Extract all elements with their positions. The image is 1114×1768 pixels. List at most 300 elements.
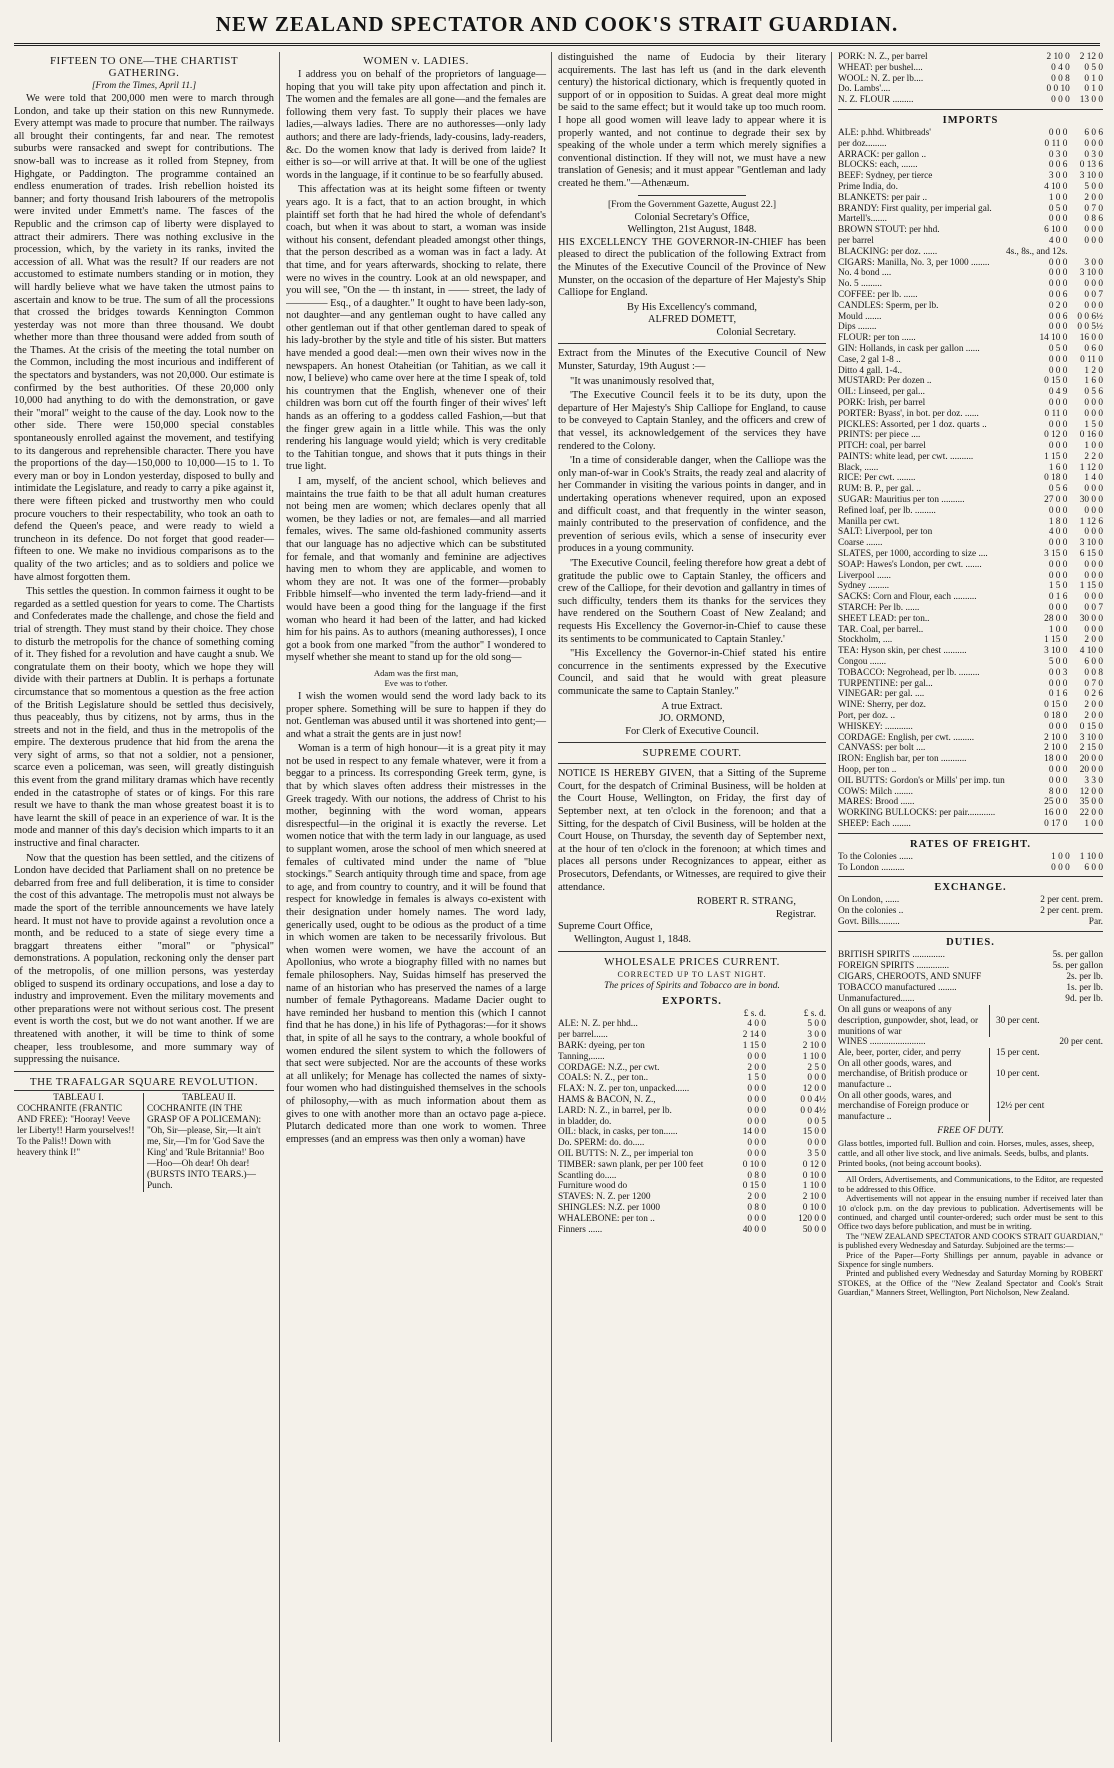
paragraph: 'The Executive Council, feeling therefore how great a debt of gratitude the public owe to Captain Stanley, the officers and crew of the Calliope, for their devotion and gallantry in times of such difficulty, tenders them its thanks for the services they have rendered on the Southern Coast of New Zealand; and requests His Excellency the Governor-in-Chief to cause these its sentiments to be communicated to Captain Stanley.' <box>558 557 826 645</box>
price-low: 0 0 0 <box>1048 419 1068 430</box>
divider <box>558 951 826 952</box>
price-high: 5 0 0 <box>807 1019 826 1030</box>
duty-row <box>838 950 1103 961</box>
gazette-source: [From the Government Gazette, August 22.] <box>607 199 777 210</box>
price-high: 0 0 0 <box>1084 397 1103 408</box>
price-high: 0 0 6½ <box>1077 311 1103 322</box>
tableaux <box>14 1090 274 1192</box>
price-low: 0 4 9 <box>1048 387 1068 398</box>
price-low: 0 10 0 <box>742 1159 766 1170</box>
price-item: WOOL: N. Z. per lb.... <box>838 73 924 84</box>
price-low: 0 0 0 <box>1048 322 1068 333</box>
duty-row-value: 2s. per lb. <box>1066 972 1103 983</box>
price-low: 0 0 6 <box>1048 289 1068 300</box>
import-row <box>838 495 1103 506</box>
price-item: To London .......... <box>838 862 905 873</box>
export-row <box>558 1138 826 1149</box>
import-row <box>838 625 1103 636</box>
price-high: 0 2 6 <box>1084 689 1103 700</box>
price-high: 30 0 0 <box>1079 495 1103 506</box>
price-low: 1 15 0 <box>1044 635 1068 646</box>
price-high: 2 12 0 <box>1079 52 1103 62</box>
price-high: 0 0 0 <box>1084 570 1103 581</box>
price-low: 0 2 0 <box>1048 300 1068 311</box>
price-high: 0 0 8 <box>1084 667 1103 678</box>
import-row <box>838 344 1103 355</box>
import-row <box>838 387 1103 398</box>
price-high: 1 0 0 <box>1084 441 1103 452</box>
verse <box>286 668 546 688</box>
freight-row <box>838 852 1103 863</box>
price-item: SOAP: Hawes's London, per cwt. ....... <box>838 559 982 570</box>
price-low: 28 0 0 <box>1044 613 1068 624</box>
duty-row-label: CIGARS, CHEROOTS, AND SNUFF <box>838 972 982 983</box>
price-low: 0 0 0 <box>1048 257 1068 268</box>
price-item: Black, ...... <box>838 462 879 473</box>
price-low: 1 15 0 <box>742 1040 766 1051</box>
import-row <box>838 722 1103 733</box>
price-high: 2 15 0 <box>1079 743 1103 754</box>
prices-subtitle: CORRECTED UP TO LAST NIGHT. <box>617 969 767 979</box>
import-row <box>838 333 1103 344</box>
price-high: 0 0 0 <box>807 1138 826 1149</box>
export-row <box>558 1214 826 1225</box>
price-high: 6 15 0 <box>1079 549 1103 560</box>
price-item: Liverpool ...... <box>838 570 891 581</box>
import-row <box>838 538 1103 549</box>
freight-row <box>838 863 1103 874</box>
price-low: 4 0 0 <box>747 1019 766 1030</box>
price-item: TURPENTINE: per gal... <box>838 678 933 689</box>
price-item: TOBACCO: Negrohead, per lb. ......... <box>838 667 980 678</box>
price-item: MARES: Brood ...... <box>838 797 915 808</box>
duty-row-value: 5s. per gallon <box>1052 950 1103 961</box>
price-item: IRON: English bar, per ton ........... <box>838 754 967 765</box>
price-item: Dips ........ <box>838 322 877 333</box>
tableau-2-text: COCHRANITE (IN THE GRASP OF A POLICEMAN): "Oh, Sir—please, Sir,—It ain't me, Sir,—I'm for 'God Save the King' and 'Rule Britannia!' Boo—Hoo—Oh dear! Oh dear! (BURSTS INTO TEARS.)—Punch. <box>147 1103 265 1191</box>
price-high: 3 3 0 <box>1084 775 1103 786</box>
import-row <box>838 268 1103 279</box>
price-high: 20 0 0 <box>1079 765 1103 775</box>
exchange-row <box>838 906 1103 917</box>
price-high: 0 0 7 <box>1084 603 1103 614</box>
export-row <box>838 52 1103 63</box>
duty-row <box>838 983 1103 994</box>
price-low: 4 0 0 <box>1048 235 1068 246</box>
duty-row-value: 5s. per gallon <box>1052 961 1103 972</box>
price-high: 1 10 0 <box>1079 851 1103 862</box>
export-row <box>558 1117 826 1128</box>
price-high: 3 10 0 <box>1079 732 1103 743</box>
signer-title: Colonial Secretary. <box>716 326 796 338</box>
price-high: 0 15 0 <box>1079 721 1103 732</box>
notice-paragraph: Price of the Paper—Forty Shillings per annum, payable in advance or Sixpence for single numbers. <box>838 1250 1103 1269</box>
price-low: 0 0 3 <box>1048 667 1068 678</box>
exports-head: EXPORTS. <box>662 995 722 1007</box>
export-row <box>558 1095 826 1106</box>
price-low: 0 0 0 <box>1051 862 1070 873</box>
article-body-women <box>286 69 546 1146</box>
export-row <box>558 1084 826 1095</box>
duty-row-value: 1s. per lb. <box>1066 983 1103 994</box>
price-low: 0 0 0 <box>1048 765 1068 775</box>
import-row <box>838 279 1103 290</box>
import-row <box>838 614 1103 625</box>
price-high: 0 0 5½ <box>1077 322 1103 333</box>
price-low: 2 10 0 <box>1046 52 1070 62</box>
duty-bracket-label: On all other goods, wares, and merchandise, of British produce or manufacture .. <box>838 1059 990 1091</box>
tableau-1 <box>14 1093 144 1192</box>
notice-paragraph: The "NEW ZEALAND SPECTATOR AND COOK'S STRAIT GUARDIAN," is published every Wednesday and Saturday. Subjoined are the terms:— <box>838 1231 1103 1251</box>
price-item: Sydney ......... <box>838 581 890 592</box>
duty-bracket <box>838 1005 1103 1037</box>
price-high: 0 0 4½ <box>800 1105 826 1116</box>
price-high: 2 0 0 <box>1084 700 1103 711</box>
export-row <box>558 1106 826 1117</box>
price-item: WHALEBONE: per ton .. <box>558 1213 655 1224</box>
import-row <box>838 560 1103 571</box>
price-item: Martell's....... <box>838 214 887 225</box>
export-row <box>558 1030 826 1041</box>
price-item: To the Colonies ...... <box>838 851 914 862</box>
import-row <box>838 139 1103 150</box>
price-high: 0 0 0 <box>1084 559 1103 570</box>
price-high: 120 0 0 <box>798 1213 826 1224</box>
duty-row-value: 9d. per lb. <box>1065 994 1103 1005</box>
article-title-trafalgar: THE TRAFALGAR SQUARE REVOLUTION. <box>29 1075 259 1088</box>
price-low: 1 15 0 <box>1044 451 1068 462</box>
price-item: Scantling do..... <box>558 1170 617 1181</box>
price-high: 0 0 0 <box>1084 138 1103 149</box>
price-low: 3 10 0 <box>1044 646 1068 657</box>
gazette-notice <box>558 212 826 340</box>
price-high: 1 15 0 <box>1079 581 1103 592</box>
price-high: 0 0 0 <box>1084 408 1103 419</box>
price-item: Coarse ....... <box>838 538 883 549</box>
import-row <box>838 409 1103 420</box>
price-item: WHEAT: per bushel.... <box>838 62 923 73</box>
import-row <box>838 204 1103 215</box>
price-low: 0 0 0 <box>1048 538 1068 549</box>
duty-row <box>838 1037 1103 1048</box>
article-body-continued <box>558 52 826 191</box>
divider <box>838 931 1103 932</box>
price-item: BLOCKS: each, ....... <box>838 160 918 171</box>
import-row <box>838 517 1103 528</box>
divider <box>638 195 745 196</box>
duty-row-label: BRITISH SPIRITS .............. <box>838 950 945 961</box>
price-low: 0 5 0 <box>1048 343 1068 354</box>
price-high: 2 10 0 <box>802 1192 826 1203</box>
price-item: PITCH: coal, per barrel <box>838 441 926 452</box>
price-low: 0 12 0 <box>1044 430 1068 441</box>
paragraph: "His Excellency the Governor-in-Chief stated his entire concurrence in the sentiments expressed by the Executive Council, and said that he would with great pleasure communicate the same to Captain Stanley." <box>558 648 826 697</box>
import-row <box>838 689 1103 700</box>
price-item: SHEET LEAD: per ton.. <box>838 613 930 624</box>
price-low: 0 0 10 <box>1046 84 1070 95</box>
import-row <box>838 668 1103 679</box>
price-item: LARD: N. Z., in barrel, per lb. <box>558 1105 672 1116</box>
price-item: CIGARS: Manilla, No. 3, per 1000 ........ <box>838 257 990 268</box>
import-row <box>838 430 1103 441</box>
price-item: PAINTS: white lead, per cwt. .......... <box>838 451 974 462</box>
import-row <box>838 473 1103 484</box>
price-item: GIN: Hollands, in cask per gallon ...... <box>838 343 980 354</box>
price-high: 12 0 0 <box>802 1084 826 1095</box>
price-low: 0 15 0 <box>742 1181 766 1192</box>
masthead: NEW ZEALAND SPECTATOR AND COOK'S STRAIT GUARDIAN. <box>215 12 899 36</box>
export-row <box>558 1063 826 1074</box>
price-high: 0 0 0 <box>807 1073 826 1084</box>
price-item: WINE: Sherry, per doz. <box>838 700 926 711</box>
exchange-row-value: Par. <box>1088 917 1103 928</box>
import-row <box>838 711 1103 722</box>
price-item: Furniture wood do <box>558 1181 628 1192</box>
command-line: By His Excellency's command, <box>627 301 757 313</box>
price-low: 0 0 0 <box>1048 775 1068 786</box>
prices-title: WHOLESALE PRICES CURRENT. <box>604 955 780 968</box>
price-low: 0 0 0 <box>1048 214 1068 225</box>
column-header: £ s. d. <box>803 1008 826 1019</box>
price-high: 22 0 0 <box>1079 808 1103 819</box>
price-item: VINEGAR: per gal. .... <box>838 689 925 700</box>
price-high: 3 5 0 <box>807 1148 826 1159</box>
imports-head: IMPORTS <box>942 114 999 126</box>
price-low: 0 0 0 <box>747 1084 766 1095</box>
import-row <box>838 808 1103 819</box>
price-low: 2 10 0 <box>1044 743 1068 754</box>
price-item: SUGAR: Mauritius per ton .......... <box>838 495 965 506</box>
price-item: CANVASS: per bolt .... <box>838 743 926 754</box>
price-low: 0 0 0 <box>747 1213 766 1224</box>
price-item: MUSTARD: Per dozen .. <box>838 376 932 387</box>
price-low: 0 0 0 <box>1051 95 1070 106</box>
import-row <box>838 743 1103 754</box>
price-low: 2 14 0 <box>742 1030 766 1041</box>
exchange-row-label: On the colonies .. <box>838 906 904 917</box>
price-low: 0 0 0 <box>1048 127 1068 138</box>
tableau-2 <box>144 1093 274 1192</box>
column-2 <box>286 52 552 1742</box>
price-low: 0 0 0 <box>1048 505 1068 516</box>
import-row <box>838 754 1103 765</box>
import-row <box>838 506 1103 517</box>
court-notice <box>558 768 826 946</box>
duty-bracket-rate: 15 per cent. <box>996 1048 1040 1059</box>
import-row <box>838 581 1103 592</box>
paragraph: Now that the question has been settled, and the citizens of London have decided that Parliament shall on no pretence be debarred from free and full deliberation, it is time to consider the cost of this advantage. The metropolis must not always be made the sport of the terrible announcements we have lately heard. It must not have to provide against a revolution once a month, and be reduced to a state of siege every time a braggart threatens either "moral" or "physical" demonstrations. A population, reckoning only the denser part of the metropolis, of one million persons, was yesterday obliged to suspend its ordinary occupations, and lose a day to industry and improvement. Even the military movements and other preparations were not without serious cost. The present event is worth the cost, but we do not want another. If we are threatened with another, it will be time to think of some cheaper, less troublesome, and more summary way of suppressing the nuisance. <box>14 852 274 1066</box>
signer-name: ALFRED DOMETT, <box>647 314 737 326</box>
price-item: COALS: N. Z., per ton.. <box>558 1073 649 1084</box>
price-item: COFFEE: per lb. ...... <box>838 289 918 300</box>
duty-row-label: Unmanufactured...... <box>838 994 915 1005</box>
price-low: 0 0 0 <box>1048 441 1068 452</box>
import-row <box>838 776 1103 787</box>
import-row <box>838 160 1103 171</box>
price-low: 40 0 0 <box>742 1224 766 1235</box>
exchange-head: EXCHANGE. <box>934 882 1007 894</box>
price-low: 0 0 0 <box>1048 721 1068 732</box>
import-row <box>838 484 1103 495</box>
signer-name: JO. ORMOND, <box>659 713 725 725</box>
price-low: 0 0 0 <box>747 1094 766 1105</box>
export-row <box>558 1127 826 1138</box>
export-row <box>558 1181 826 1192</box>
price-item: ARRACK: per gallon .. <box>838 149 927 160</box>
price-low: 16 0 0 <box>1044 808 1068 819</box>
paragraph: 'The Executive Council feels it to be its duty, upon the departure of Her Majesty's Ship Calliope for England, to cause to be conveyed to Captain Stanley, and the officers and crew of that vessel, its acknowledgement of the services they have rendered to the Colony. <box>558 390 826 452</box>
price-item: TEA: Hyson skin, per chest .......... <box>838 646 967 657</box>
import-row <box>838 657 1103 668</box>
column-1 <box>14 52 280 1742</box>
price-low: 0 15 0 <box>1044 376 1068 387</box>
price-high: 0 6 0 <box>1084 343 1103 354</box>
import-row <box>838 700 1103 711</box>
price-item: TIMBER: sawn plank, per per 100 feet <box>558 1159 704 1170</box>
price-item: Stockholm, .... <box>838 635 893 646</box>
import-row <box>838 366 1103 377</box>
price-low: 0 0 0 <box>1048 570 1068 581</box>
price-item: RICE: Per cwt. ........ <box>838 473 916 484</box>
price-high: 0 7 0 <box>1084 678 1103 689</box>
import-row <box>838 733 1103 744</box>
price-high: 0 0 0 <box>1084 484 1103 495</box>
price-low: 27 0 0 <box>1044 495 1068 506</box>
price-item: TAR. Coal, per barrel.. <box>838 624 924 635</box>
price-low: 0 0 0 <box>747 1105 766 1116</box>
price-low: 2 10 0 <box>1044 732 1068 743</box>
price-item: No. 4 bond .... <box>838 268 892 279</box>
price-low: 0 17 0 <box>1044 818 1068 829</box>
price-item: WHISKEY: ............ <box>838 721 913 732</box>
import-row <box>838 290 1103 301</box>
price-high: 3 0 0 <box>807 1030 826 1041</box>
price-low: 0 0 6 <box>1048 311 1068 322</box>
price-high: 20 0 0 <box>1079 754 1103 765</box>
column-4 <box>838 52 1108 1742</box>
price-high: 6 0 6 <box>1084 127 1103 138</box>
import-row <box>838 247 1103 258</box>
price-item: CANDLES: Sperm, per lb. <box>838 300 939 311</box>
paragraph: distinguished the name of Eudocia by their literary acquirements. The last has left us (and in the dark eleventh century) the historical dictionary, which is frequently quoted in support of or in opposition to Suidas. A great deal more might be said to the same effect; but it would take up too much room. I hope all good women will leave lady to appear where it is properly wanted, and not continue to degrade their sex by speaking of the whole under a term which merely signifies a conventional distinction. If they will not, we must have a new translation of Genesis; and it must appear "Gentleman and lady created he them."—Athenæum. <box>558 52 826 189</box>
price-low: 2 0 0 <box>747 1192 766 1203</box>
price-item: OIL BUTTS: N. Z., per imperial ton <box>558 1148 694 1159</box>
divider <box>558 742 826 743</box>
export-row <box>558 1149 826 1160</box>
price-item: PORK: Irish, per barrel <box>838 397 926 408</box>
price-low: 0 0 0 <box>747 1138 766 1149</box>
price-low: 1 6 0 <box>1048 462 1068 473</box>
price-item: per barrel...... <box>558 1030 608 1041</box>
export-row <box>558 1192 826 1203</box>
price-high: 1 10 0 <box>802 1181 826 1192</box>
price-low: 14 0 0 <box>742 1127 766 1138</box>
price-item: ALE: N. Z. per hhd... <box>558 1019 638 1030</box>
price-high: 2 5 0 <box>807 1062 826 1073</box>
price-low: 8 0 0 <box>1048 786 1068 797</box>
true-extract: A true Extract. <box>661 700 723 712</box>
exchange-row-label: On London, ...... <box>838 895 900 906</box>
price-high: 6 0 0 <box>1084 657 1103 668</box>
notice-paragraph: All Orders, Advertisements, and Communications, to the Editor, are requested to be addressed to this Office. <box>838 1175 1103 1194</box>
import-row <box>838 182 1103 193</box>
price-item: BRANDY: First quality, per imperial gal. <box>838 203 992 214</box>
price-high: 2 2 0 <box>1084 451 1103 462</box>
price-low: 0 8 0 <box>747 1202 766 1213</box>
price-high: 0 0 5 <box>807 1116 826 1127</box>
price-high: 3 10 0 <box>1079 268 1103 279</box>
price-high: 12 0 0 <box>1079 786 1103 797</box>
divider <box>558 763 826 764</box>
price-high: 0 0 4½ <box>800 1094 826 1105</box>
imports-table <box>838 128 1103 830</box>
duty-bracket <box>838 1048 1103 1059</box>
price-high: 0 5 0 <box>1084 62 1103 73</box>
import-row <box>838 398 1103 409</box>
price-item: STARCH: Per lb. ...... <box>838 603 920 614</box>
price-low: 5 0 0 <box>1048 657 1068 668</box>
column-header: £ s. d. <box>743 1008 766 1019</box>
price-high: 2 0 0 <box>1084 711 1103 722</box>
price-item: CORDAGE: English, per cwt. ......... <box>838 732 975 743</box>
tableau-2-head: TABLEAU II. <box>182 1092 236 1103</box>
price-high: 50 0 0 <box>802 1224 826 1235</box>
price-item: PICKLES: Assorted, per 1 doz. quarts .. <box>838 419 987 430</box>
export-row <box>558 1073 826 1084</box>
paragraph: This settles the question. In common fairness it ought to be regarded as a settled question for years to come. The Chartists and Confederates made the challenge, and chose the field and trial of strength. They must stand by their choice. They chose to disturb the metropolis for the chance of something coming of it. They fished for a revolution and have caught a snub. We congratulate them on their booty, which we hope they will divide with their partners at Dublin. It is perhaps a fortunate circumstance that so momentous a question as the free action of the British Legislature should be settled thus decisively, thus peaceably, thus by citizens, not by arms, thus in the streets and not in the field, and thus in the metropolis of the empire. The dexterous prudence that hid from the arena the very sight of arms, so that not a soldier, not a pensioner, scarce even a policeman, was seen, will greatly distinguish this event from the grand military dramas which have recently ended in the catastrophe of states or of kings. For this rare result we have to thank the man whose greatest boast it is to have learnt the skill of peace in an experience of war. It is the mode and manner of this day's decision which imparts to it an instructive and final character. <box>14 586 274 850</box>
duty-bracket-rate: 10 per cent. <box>996 1069 1040 1080</box>
import-row <box>838 376 1103 387</box>
price-item: N. Z. FLOUR ......... <box>838 95 914 106</box>
price-item: SHEEP: Each ........ <box>838 818 911 829</box>
court-date: Wellington, August 1, 1848. <box>574 934 691 945</box>
article-source: [From the Times, April 11.] <box>91 81 197 91</box>
price-high: 1 0 0 <box>1084 818 1103 829</box>
import-row <box>838 797 1103 808</box>
price-low: 1 0 0 <box>1051 851 1070 862</box>
tableau-1-text: COCHRANITE (FRANTIC AND FREE): "Hooray! Veeve ler Liberty!! Harm yourselves!! To the Palis!! Down with heavery think I!" <box>17 1103 135 1158</box>
price-low: 0 5 0 <box>1048 203 1068 214</box>
price-low: 0 1 6 <box>1048 592 1068 603</box>
price-high: 0 11 0 <box>1080 354 1103 365</box>
price-item: in bladder, do. <box>558 1116 612 1127</box>
import-row <box>838 819 1103 830</box>
paragraph: Woman is a term of high honour—it is a great pity it may not be used in respect to any female whatever, were it from a beggar to a princess. Its corresponding Greek term, gyne, is that by which slaves often address their mistresses in the Greek tragedy. With our notions, the address of Christ to his mother, beginning with the word woman, appears disrespectful—in the original it is exactly the reverse. Let women notice that with the term lady in our language, as used to supplant women, arose the school of men which sneered at females of cultivated mind under the name of "blue stockings." Search antiquity through time and space, from age to age, and from country to country, and it will be found that respect for knowledge in females is always co-existent with their designation under homely names. The word lady, generically used, ought to be odious as the product of a time in which women are taken to be necessarily frivolous. But when women were women, we have the account of an Apollonius, who wrote a biography filled with no names but female philosophers. Nay, Suidas himself has preserved the name of an historian who has preserved the names of a large number of female Pythagoreans. Madame Dacier ought to have reminded her husband to mention this (which I cannot find that he has done,) in his life of Pythagoras:—for it shows that, in spite of all he says to the contrary, a whole bookful of women endured the silent system to which the followers of that sect were subjected. Nor are the accounts of these works at all unlikely; for Menage has collected the names of sixty-four women who had distinguished themselves in the schools of philosophy,—with as much information about them as gives to one with another more than an octavo page a-piece. Plutarch dedicated more than one work to women. Three empresses (and an empress was then only a woman) have <box>286 743 546 1145</box>
price-item: SALT: Liverpool, per ton <box>838 527 933 538</box>
exchange-row <box>838 895 1103 906</box>
import-row <box>838 214 1103 225</box>
court-text: NOTICE IS HEREBY GIVEN, that a Sitting of the Supreme Court, for the despatch of Criminal Business, will be holden at the Court House, Wellington, on Friday, the first day of September next, at ten o'clock in the forenoon; and that a Sitting, for the despatch of Civil Business, will be holden at the Court House, on Thursday, the seventh day of September next, at the hour of ten o'clock in the forenoon; at which times and places all persons under Recognizances to appear, either as Prosecutors, Defendants, or Witnesses, are required to give their attendance. <box>558 768 826 893</box>
price-item: Mould ....... <box>838 311 882 322</box>
import-row <box>838 452 1103 463</box>
export-row <box>558 1052 826 1063</box>
price-high: 0 16 0 <box>1079 430 1103 441</box>
price-item: PRINTS: per piece .... <box>838 430 921 441</box>
price-low: 0 0 0 <box>747 1051 766 1062</box>
price-high: 2 0 0 <box>1084 635 1103 646</box>
paragraph: I wish the women would send the word lady back to its proper sphere. Something will be sure to happen if they do not. Gentleman was abused until it was shortened into gent;—and what a strait the gents are in just now! <box>286 690 546 740</box>
import-row <box>838 258 1103 269</box>
article-title-chartist: FIFTEEN TO ONE—THE CHARTIST GATHERING. <box>49 55 239 79</box>
price-item: SHINGLES: N.Z. per 1000 <box>558 1202 660 1213</box>
duties-list <box>838 950 1103 1005</box>
duty-row <box>838 961 1103 972</box>
duty-bracket-label: On all other goods, wares, and merchandise of Foreign produce or manufacture .. <box>838 1091 990 1123</box>
price-item: RUM: B. P., per gal. .. <box>838 484 921 495</box>
price-low: 0 0 0 <box>1048 354 1068 365</box>
price-item: FLAX: N. Z. per ton, unpacked...... <box>558 1084 690 1095</box>
notice-paragraph: Printed and published every Wednesday and Saturday Morning by ROBERT STOKES, at the Office of the "New Zealand Spectator and Cook's Strait Guardian," Manners Street, Wellington, Port Nicholson, New Zealand. <box>838 1269 1103 1298</box>
